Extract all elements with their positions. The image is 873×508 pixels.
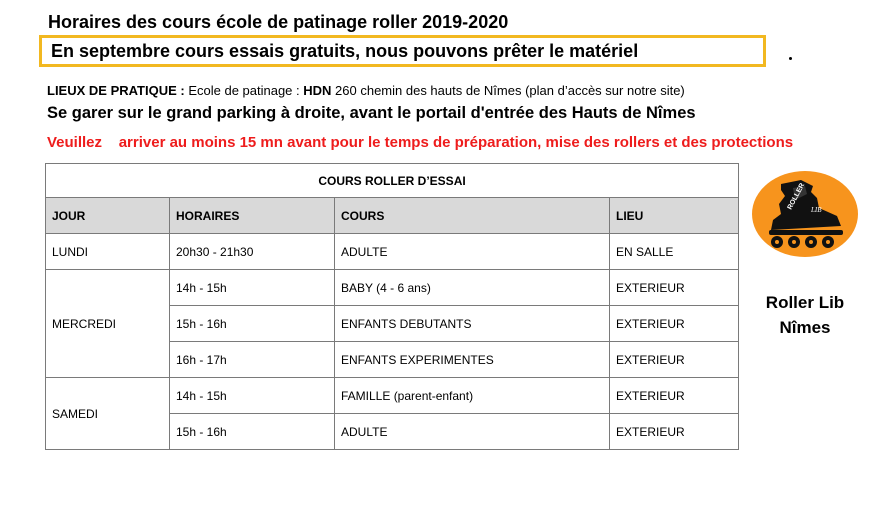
location-line [47, 83, 685, 98]
course-cell: ADULTE [335, 234, 610, 270]
place-cell: EXTERIEUR [610, 306, 739, 342]
column-header-course: COURS [335, 198, 610, 234]
logo-hub-1 [775, 240, 779, 244]
table-header-row [46, 198, 739, 234]
day-cell-saturday: SAMEDI [46, 378, 170, 450]
place-cell: EN SALLE [610, 234, 739, 270]
free-trial-notice-box [39, 35, 766, 67]
column-header-hours: HORAIRES [170, 198, 335, 234]
place-cell: EXTERIEUR [610, 378, 739, 414]
hours-cell: 20h30 - 21h30 [170, 234, 335, 270]
free-trial-notice: En septembre cours essais gratuits, nous pouvons prêter le matériel [51, 41, 639, 61]
hours-cell: 14h - 15h [170, 378, 335, 414]
logo-skate-frame [769, 230, 843, 235]
course-cell: ENFANTS DEBUTANTS [335, 306, 610, 342]
table-row [46, 270, 739, 306]
place-cell: EXTERIEUR [610, 414, 739, 450]
logo-hub-2 [792, 240, 796, 244]
club-name [740, 290, 870, 340]
course-cell: FAMILLE (parent-enfant) [335, 378, 610, 414]
table-row [46, 378, 739, 414]
stray-dot [789, 57, 792, 60]
club-name-line-1: Roller Lib [765, 293, 845, 312]
location-school: Ecole de patinage : [184, 83, 304, 98]
day-cell-wednesday: MERCREDI [46, 270, 170, 378]
hours-cell: 16h - 17h [170, 342, 335, 378]
column-header-day: JOUR [46, 198, 170, 234]
schedule-table [45, 163, 739, 450]
logo-badge-text-1: ROLLER [786, 182, 807, 211]
table-caption-row [46, 164, 739, 198]
location-code: HDN [303, 83, 332, 98]
course-cell: ADULTE [335, 414, 610, 450]
day-cell-monday: LUNDI [46, 234, 170, 270]
location-label: LIEUX DE PRATIQUE : [47, 83, 185, 98]
hours-cell: 15h - 16h [170, 414, 335, 450]
logo-hub-4 [826, 240, 830, 244]
club-name-line-2: Nîmes [779, 318, 831, 337]
course-cell: ENFANTS EXPERIMENTES [335, 342, 610, 378]
hours-cell: 14h - 15h [170, 270, 335, 306]
course-cell: BABY (4 - 6 ans) [335, 270, 610, 306]
parking-instructions: Se garer sur le grand parking à droite, avant le portail d'entrée des Hauts de Nîmes [47, 104, 696, 122]
table-caption: COURS ROLLER D’ESSAI [46, 164, 739, 198]
roller-skate-icon [751, 170, 859, 260]
logo-hub-3 [809, 240, 813, 244]
location-address: 260 chemin des hauts de Nîmes (plan d’accès sur notre site) [331, 83, 685, 98]
hours-cell: 15h - 16h [170, 306, 335, 342]
column-header-place: LIEU [610, 198, 739, 234]
table-row [46, 234, 739, 270]
logo-badge-text-2: LIB [811, 206, 822, 214]
arrival-warning: Veuillez arriver au moins 15 mn avant pour le temps de préparation, mise des rollers et des protections [47, 134, 794, 151]
place-cell: EXTERIEUR [610, 342, 739, 378]
place-cell: EXTERIEUR [610, 270, 739, 306]
page-title: Horaires des cours école de patinage roller 2019-2020 [48, 12, 509, 32]
